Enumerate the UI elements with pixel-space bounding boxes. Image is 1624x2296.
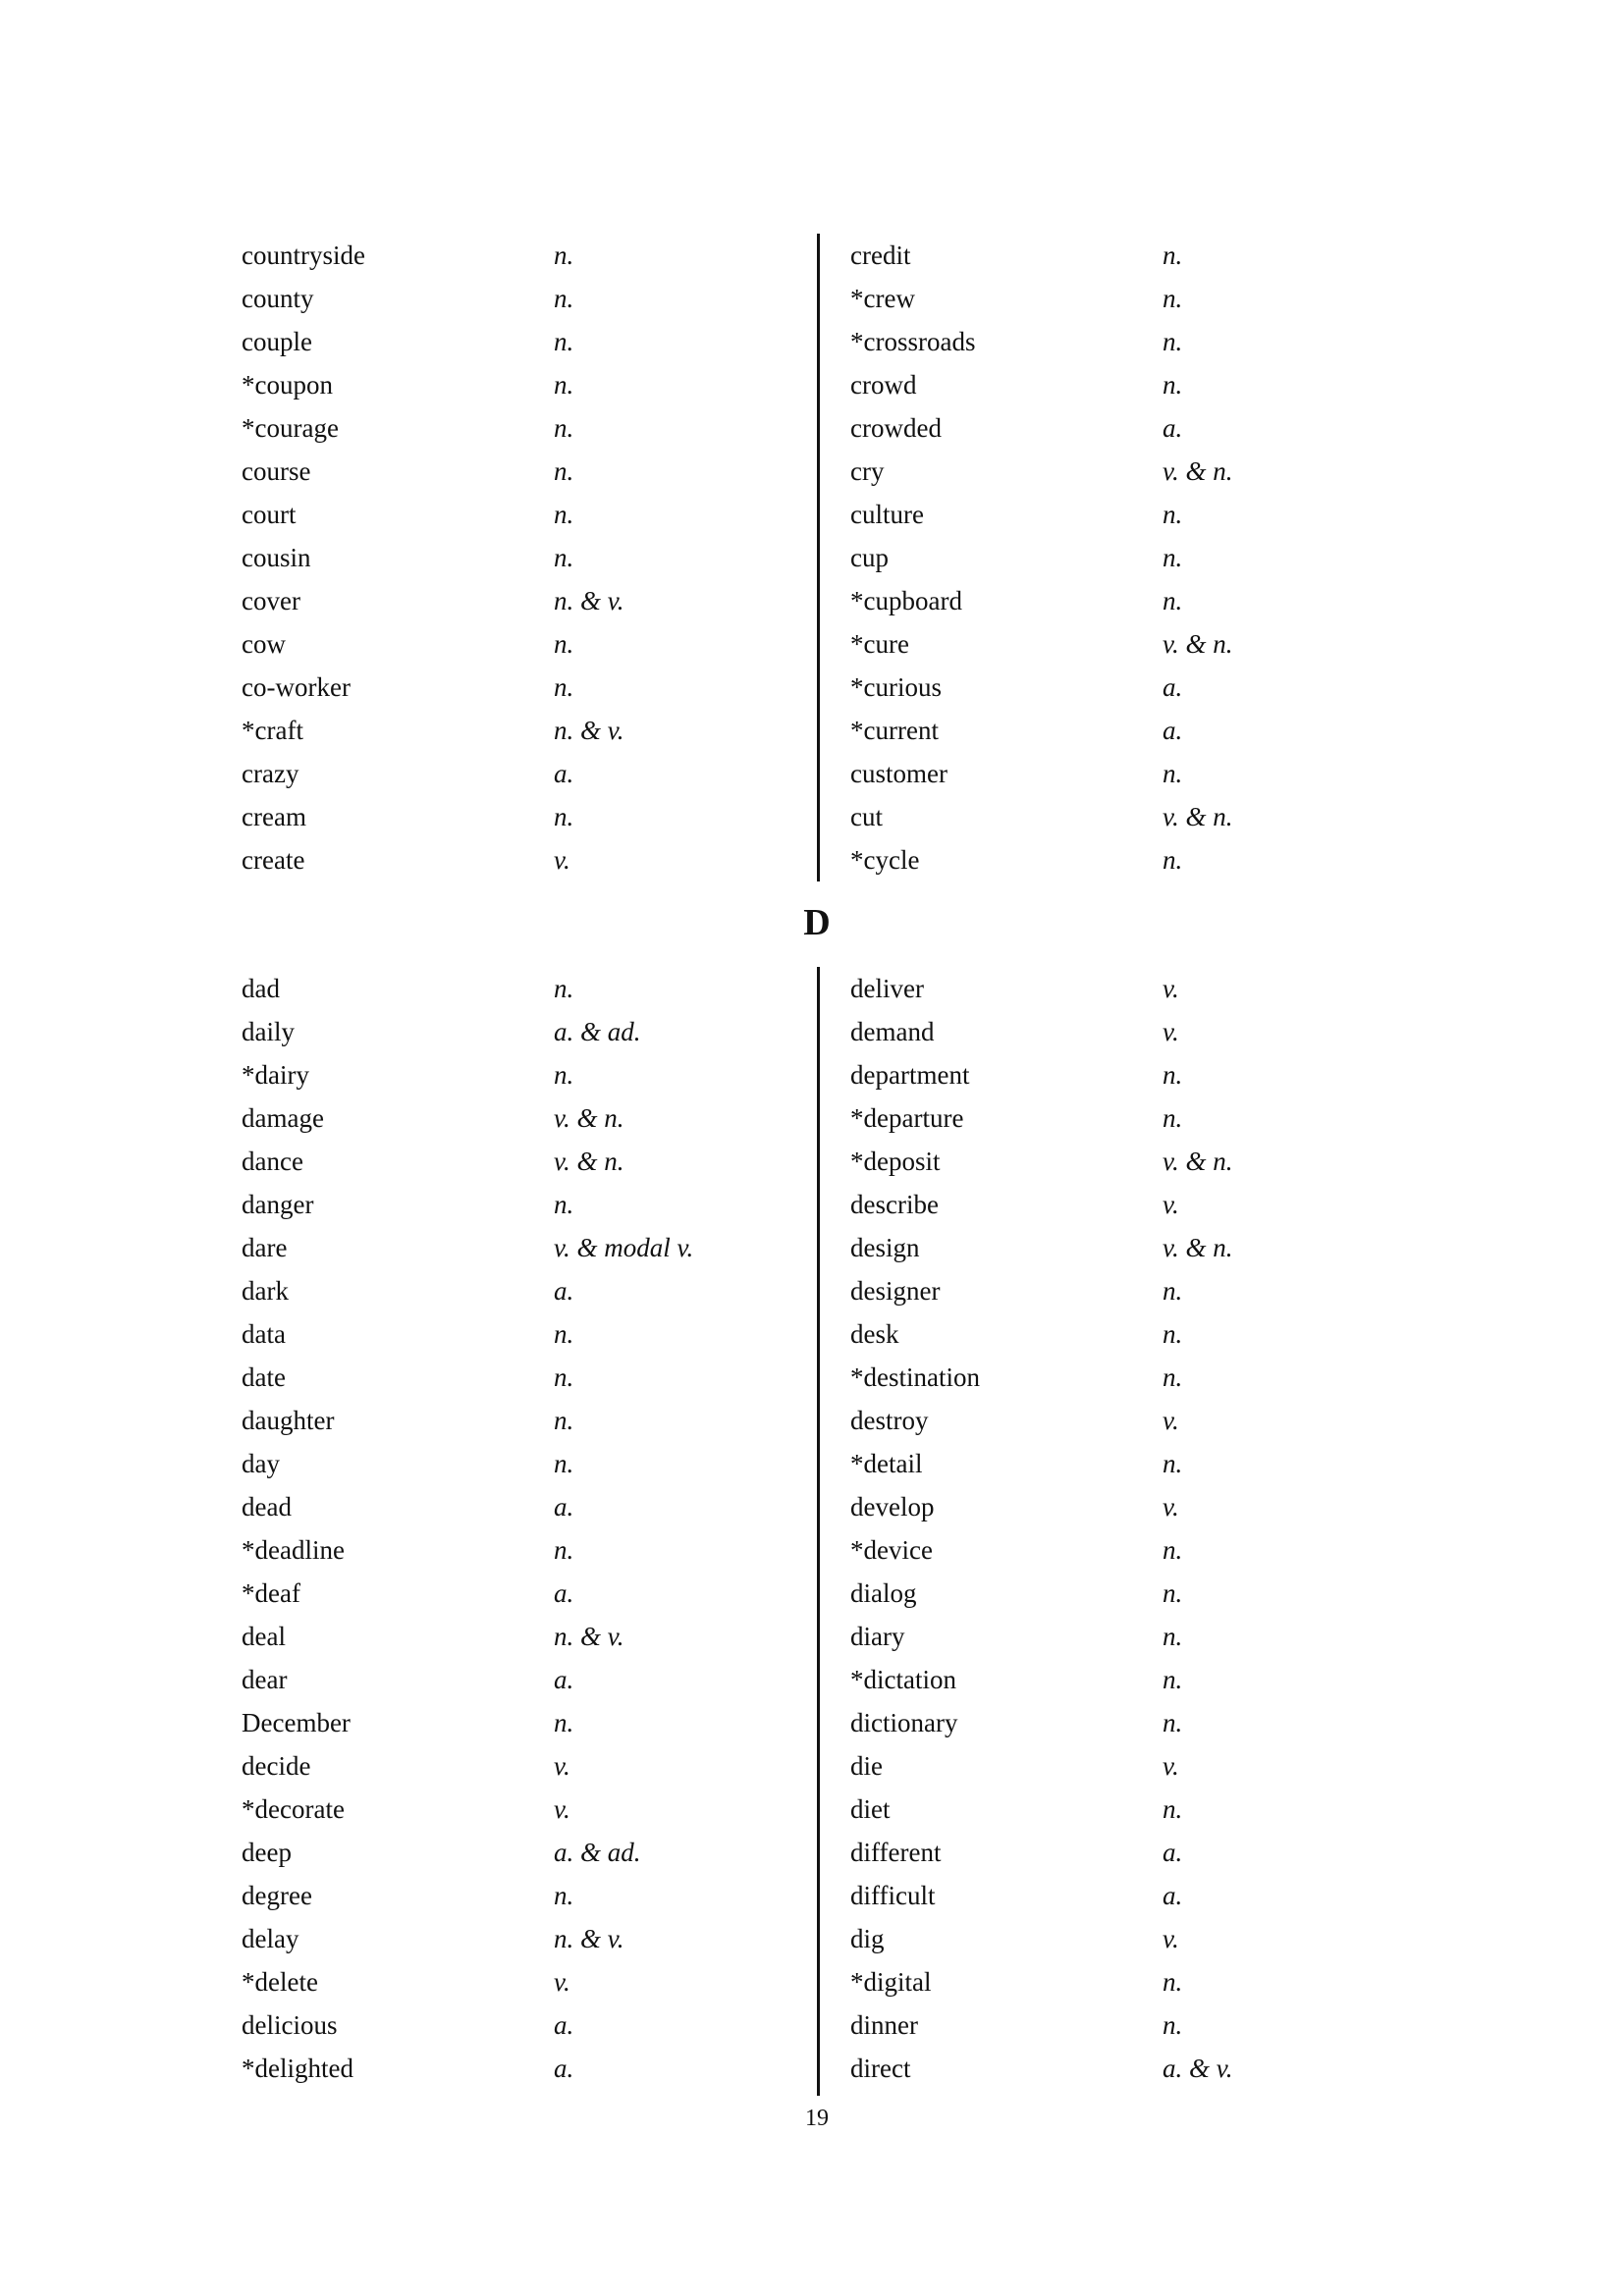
vocab-word: customer: [850, 759, 947, 788]
vocab-entry: [242, 363, 791, 406]
vocab-word: design: [850, 1233, 920, 1262]
part-of-speech: n.: [1163, 2010, 1183, 2040]
vocab-entry: [242, 709, 791, 752]
vocab-entry: [850, 1140, 1400, 1183]
vocab-word: create: [242, 845, 305, 875]
vocab-word: *deposit: [850, 1147, 941, 1176]
vocab-word: cousin: [242, 543, 311, 572]
vocab-entry: [850, 1874, 1400, 1917]
vocab-entry: [242, 1399, 791, 1442]
part-of-speech: a.: [1163, 672, 1183, 702]
section-letter-heading: D: [803, 902, 831, 943]
vocab-entry: [850, 1010, 1400, 1053]
vocab-word: cry: [850, 456, 885, 486]
vocab-word: dinner: [850, 2010, 918, 2040]
part-of-speech: a.: [554, 1492, 574, 1522]
vocab-entry: [242, 1226, 791, 1269]
vocab-entry: [850, 752, 1400, 795]
part-of-speech: n.: [554, 802, 574, 831]
vocab-entry: [850, 1960, 1400, 2003]
vocab-word: deliver: [850, 974, 924, 1003]
vocab-entry: [850, 1701, 1400, 1744]
part-of-speech: n. & v.: [554, 716, 624, 745]
part-of-speech: n.: [1163, 1622, 1183, 1651]
vocab-word: *current: [850, 716, 939, 745]
vocab-entry: [850, 1658, 1400, 1701]
vocab-entry: [850, 1615, 1400, 1658]
vocab-entry: [850, 1744, 1400, 1788]
part-of-speech: n.: [1163, 1449, 1183, 1478]
vocab-word: date: [242, 1362, 286, 1392]
vocab-entry: [242, 1269, 791, 1312]
part-of-speech: v. & n.: [1163, 802, 1233, 831]
vocab-word: *crossroads: [850, 327, 976, 356]
part-of-speech: v.: [1163, 1492, 1179, 1522]
part-of-speech: n.: [1163, 240, 1183, 270]
vocab-entry: [242, 752, 791, 795]
vocab-entry: [850, 536, 1400, 579]
vocab-word: *deaf: [242, 1578, 300, 1608]
column-divider: [817, 967, 820, 2096]
vocab-entry: [242, 1528, 791, 1572]
part-of-speech: n.: [554, 413, 574, 443]
vocab-entry: [850, 1528, 1400, 1572]
part-of-speech: v.: [1163, 974, 1179, 1003]
part-of-speech: a.: [554, 2010, 574, 2040]
vocab-word: cow: [242, 629, 286, 659]
vocab-word: dead: [242, 1492, 292, 1522]
vocab-word: crowded: [850, 413, 942, 443]
vocab-entry: [242, 1960, 791, 2003]
part-of-speech: n. & v.: [554, 1924, 624, 1953]
vocab-entry: [850, 1269, 1400, 1312]
vocab-word: *deadline: [242, 1535, 345, 1565]
vocab-entry: [850, 1053, 1400, 1096]
part-of-speech: n. & v.: [554, 1622, 624, 1651]
vocab-entry: [850, 967, 1400, 1010]
vocab-entry: [850, 320, 1400, 363]
vocab-word: develop: [850, 1492, 935, 1522]
part-of-speech: n.: [1163, 845, 1183, 875]
part-of-speech: n.: [554, 370, 574, 400]
part-of-speech: a.: [554, 2054, 574, 2083]
part-of-speech: n.: [1163, 543, 1183, 572]
vocab-word: different: [850, 1838, 942, 1867]
vocab-entry: [850, 2003, 1400, 2047]
vocab-word: December: [242, 1708, 351, 1737]
vocab-word: *cycle: [850, 845, 920, 875]
part-of-speech: a.: [1163, 413, 1183, 443]
vocab-word: crazy: [242, 759, 299, 788]
vocab-entry: [850, 709, 1400, 752]
vocab-entry: [850, 579, 1400, 622]
vocab-word: *dairy: [242, 1060, 309, 1090]
part-of-speech: n.: [1163, 1535, 1183, 1565]
vocab-word: crowd: [850, 370, 917, 400]
part-of-speech: a.: [1163, 1838, 1183, 1867]
part-of-speech: v.: [1163, 1924, 1179, 1953]
vocab-entry: [850, 1312, 1400, 1356]
part-of-speech: a. & ad.: [554, 1017, 641, 1046]
vocab-entry: [242, 277, 791, 320]
part-of-speech: n.: [1163, 586, 1183, 615]
vocab-entry: [242, 1658, 791, 1701]
part-of-speech: a.: [554, 1665, 574, 1694]
column-divider: [817, 234, 820, 881]
vocab-entry: [242, 838, 791, 881]
part-of-speech: n.: [554, 1535, 574, 1565]
vocab-word: cover: [242, 586, 300, 615]
vocab-word: *device: [850, 1535, 933, 1565]
vocab-word: couple: [242, 327, 312, 356]
vocab-entry: [242, 320, 791, 363]
vocab-entry: [242, 666, 791, 709]
part-of-speech: a. & ad.: [554, 1838, 641, 1867]
part-of-speech: a.: [554, 1578, 574, 1608]
vocab-entry: [242, 1744, 791, 1788]
vocab-entry: [850, 795, 1400, 838]
vocab-word: cut: [850, 802, 883, 831]
part-of-speech: v. & n.: [1163, 629, 1233, 659]
vocab-word: *delighted: [242, 2054, 353, 2083]
vocab-word: *curious: [850, 672, 942, 702]
part-of-speech: n.: [1163, 370, 1183, 400]
vocab-entry: [242, 1701, 791, 1744]
vocab-word: destroy: [850, 1406, 929, 1435]
part-of-speech: v.: [1163, 1190, 1179, 1219]
vocab-entry: [850, 1226, 1400, 1269]
vocab-entry: [242, 1788, 791, 1831]
part-of-speech: n.: [1163, 1794, 1183, 1824]
vocab-word: direct: [850, 2054, 911, 2083]
part-of-speech: n.: [1163, 500, 1183, 529]
part-of-speech: n.: [1163, 327, 1183, 356]
part-of-speech: n.: [1163, 1578, 1183, 1608]
vocab-entry: [242, 1874, 791, 1917]
vocab-word: cup: [850, 543, 889, 572]
vocab-entry: [242, 1010, 791, 1053]
part-of-speech: n.: [554, 629, 574, 659]
vocab-word: day: [242, 1449, 280, 1478]
part-of-speech: a.: [1163, 1881, 1183, 1910]
part-of-speech: n.: [554, 974, 574, 1003]
vocab-column-left: [242, 234, 791, 881]
vocab-word: deep: [242, 1838, 292, 1867]
vocab-word: die: [850, 1751, 883, 1781]
vocab-word: co-worker: [242, 672, 351, 702]
vocab-word: course: [242, 456, 311, 486]
part-of-speech: n.: [554, 1449, 574, 1478]
vocab-entry: [850, 363, 1400, 406]
vocab-column-right: [850, 234, 1400, 881]
vocab-entry: [850, 1831, 1400, 1874]
vocab-entry: [850, 493, 1400, 536]
vocab-entry: [850, 406, 1400, 450]
vocab-entry: [850, 1788, 1400, 1831]
vocab-word: credit: [850, 240, 911, 270]
vocab-word: demand: [850, 1017, 935, 1046]
vocab-word: *cupboard: [850, 586, 962, 615]
part-of-speech: n.: [554, 1362, 574, 1392]
vocab-entry: [850, 450, 1400, 493]
vocab-entry: [242, 234, 791, 277]
vocab-word: *cure: [850, 629, 909, 659]
vocab-word: delicious: [242, 2010, 338, 2040]
vocab-entry: [242, 622, 791, 666]
part-of-speech: v. & n.: [1163, 1233, 1233, 1262]
part-of-speech: a.: [554, 1276, 574, 1306]
vocab-word: delay: [242, 1924, 299, 1953]
vocab-entry: [850, 1183, 1400, 1226]
vocab-word: *detail: [850, 1449, 923, 1478]
vocab-word: diary: [850, 1622, 905, 1651]
part-of-speech: n.: [554, 672, 574, 702]
vocab-word: daughter: [242, 1406, 335, 1435]
vocab-word: describe: [850, 1190, 939, 1219]
part-of-speech: n.: [554, 1881, 574, 1910]
vocab-word: *departure: [850, 1103, 964, 1133]
part-of-speech: n.: [1163, 759, 1183, 788]
vocab-entry: [242, 795, 791, 838]
vocab-entry: [850, 2047, 1400, 2090]
vocab-word: *decorate: [242, 1794, 345, 1824]
part-of-speech: n.: [1163, 1708, 1183, 1737]
part-of-speech: n.: [554, 1190, 574, 1219]
vocab-entry: [242, 1442, 791, 1485]
vocab-entry: [242, 579, 791, 622]
part-of-speech: n.: [1163, 1276, 1183, 1306]
vocab-entry: [242, 1312, 791, 1356]
vocab-entry: [850, 277, 1400, 320]
vocab-word: designer: [850, 1276, 941, 1306]
vocab-word: daily: [242, 1017, 295, 1046]
vocab-word: *craft: [242, 716, 303, 745]
vocab-word: decide: [242, 1751, 311, 1781]
part-of-speech: n.: [554, 543, 574, 572]
vocab-entry: [242, 2047, 791, 2090]
vocab-word: dance: [242, 1147, 303, 1176]
vocab-entry: [242, 1356, 791, 1399]
vocab-entry: [242, 493, 791, 536]
vocab-entry: [850, 838, 1400, 881]
vocab-word: data: [242, 1319, 286, 1349]
vocab-entry: [850, 1096, 1400, 1140]
part-of-speech: n.: [554, 327, 574, 356]
part-of-speech: n.: [554, 456, 574, 486]
vocab-entry: [850, 1485, 1400, 1528]
vocab-word: deal: [242, 1622, 286, 1651]
vocab-entry: [242, 1096, 791, 1140]
part-of-speech: n.: [1163, 284, 1183, 313]
vocab-entry: [242, 536, 791, 579]
vocab-word: dare: [242, 1233, 288, 1262]
vocab-word: damage: [242, 1103, 324, 1133]
vocab-word: dig: [850, 1924, 885, 1953]
part-of-speech: v.: [554, 845, 570, 875]
vocab-word: *destination: [850, 1362, 980, 1392]
vocab-word: degree: [242, 1881, 312, 1910]
page-number: 19: [805, 2106, 829, 2131]
vocab-column-left: [242, 967, 791, 2090]
part-of-speech: n.: [1163, 1319, 1183, 1349]
part-of-speech: a.: [554, 759, 574, 788]
vocab-entry: [242, 1183, 791, 1226]
part-of-speech: v.: [1163, 1751, 1179, 1781]
part-of-speech: v. & n.: [1163, 1147, 1233, 1176]
vocab-word: danger: [242, 1190, 314, 1219]
part-of-speech: v. & n.: [1163, 456, 1233, 486]
part-of-speech: n.: [554, 240, 574, 270]
vocab-entry: [850, 234, 1400, 277]
part-of-speech: n.: [1163, 1060, 1183, 1090]
vocab-entry: [242, 1917, 791, 1960]
part-of-speech: a.: [1163, 716, 1183, 745]
vocab-entry: [242, 406, 791, 450]
vocab-word: *dictation: [850, 1665, 956, 1694]
vocab-word: dark: [242, 1276, 289, 1306]
part-of-speech: v.: [554, 1967, 570, 1997]
vocab-entry: [242, 1615, 791, 1658]
vocab-entry: [850, 1442, 1400, 1485]
vocab-column-right: [850, 967, 1400, 2090]
vocab-word: *digital: [850, 1967, 932, 1997]
vocab-word: dear: [242, 1665, 288, 1694]
vocab-entry: [850, 1917, 1400, 1960]
vocab-word: *courage: [242, 413, 339, 443]
vocab-entry: [850, 666, 1400, 709]
part-of-speech: v.: [554, 1794, 570, 1824]
vocab-word: culture: [850, 500, 924, 529]
part-of-speech: n.: [1163, 1967, 1183, 1997]
vocab-entry: [242, 1485, 791, 1528]
vocab-word: cream: [242, 802, 306, 831]
vocab-word: *coupon: [242, 370, 333, 400]
vocab-word: countryside: [242, 240, 365, 270]
part-of-speech: v.: [1163, 1017, 1179, 1046]
part-of-speech: n. & v.: [554, 586, 624, 615]
vocab-entry: [242, 1831, 791, 1874]
vocab-word: diet: [850, 1794, 891, 1824]
vocab-entry: [242, 1140, 791, 1183]
part-of-speech: n.: [554, 500, 574, 529]
vocab-word: county: [242, 284, 314, 313]
part-of-speech: v. & n.: [554, 1103, 624, 1133]
part-of-speech: n.: [1163, 1665, 1183, 1694]
vocab-word: dictionary: [850, 1708, 958, 1737]
part-of-speech: v. & modal v.: [554, 1233, 694, 1262]
part-of-speech: n.: [554, 1060, 574, 1090]
vocab-word: dad: [242, 974, 280, 1003]
part-of-speech: a. & v.: [1163, 2054, 1233, 2083]
part-of-speech: n.: [1163, 1362, 1183, 1392]
vocab-word: desk: [850, 1319, 899, 1349]
vocab-word: *crew: [850, 284, 915, 313]
vocab-entry: [850, 1356, 1400, 1399]
vocab-entry: [242, 2003, 791, 2047]
part-of-speech: n.: [1163, 1103, 1183, 1133]
part-of-speech: n.: [554, 1708, 574, 1737]
part-of-speech: n.: [554, 1319, 574, 1349]
part-of-speech: v. & n.: [554, 1147, 624, 1176]
part-of-speech: v.: [1163, 1406, 1179, 1435]
vocab-entry: [242, 1572, 791, 1615]
vocab-word: *delete: [242, 1967, 318, 1997]
vocab-word: department: [850, 1060, 970, 1090]
part-of-speech: n.: [554, 1406, 574, 1435]
vocab-entry: [850, 622, 1400, 666]
vocab-entry: [850, 1572, 1400, 1615]
part-of-speech: v.: [554, 1751, 570, 1781]
vocab-word: dialog: [850, 1578, 917, 1608]
vocab-word: court: [242, 500, 297, 529]
vocab-entry: [242, 1053, 791, 1096]
vocab-word: difficult: [850, 1881, 936, 1910]
part-of-speech: n.: [554, 284, 574, 313]
vocab-entry: [850, 1399, 1400, 1442]
vocab-entry: [242, 967, 791, 1010]
vocab-entry: [242, 450, 791, 493]
